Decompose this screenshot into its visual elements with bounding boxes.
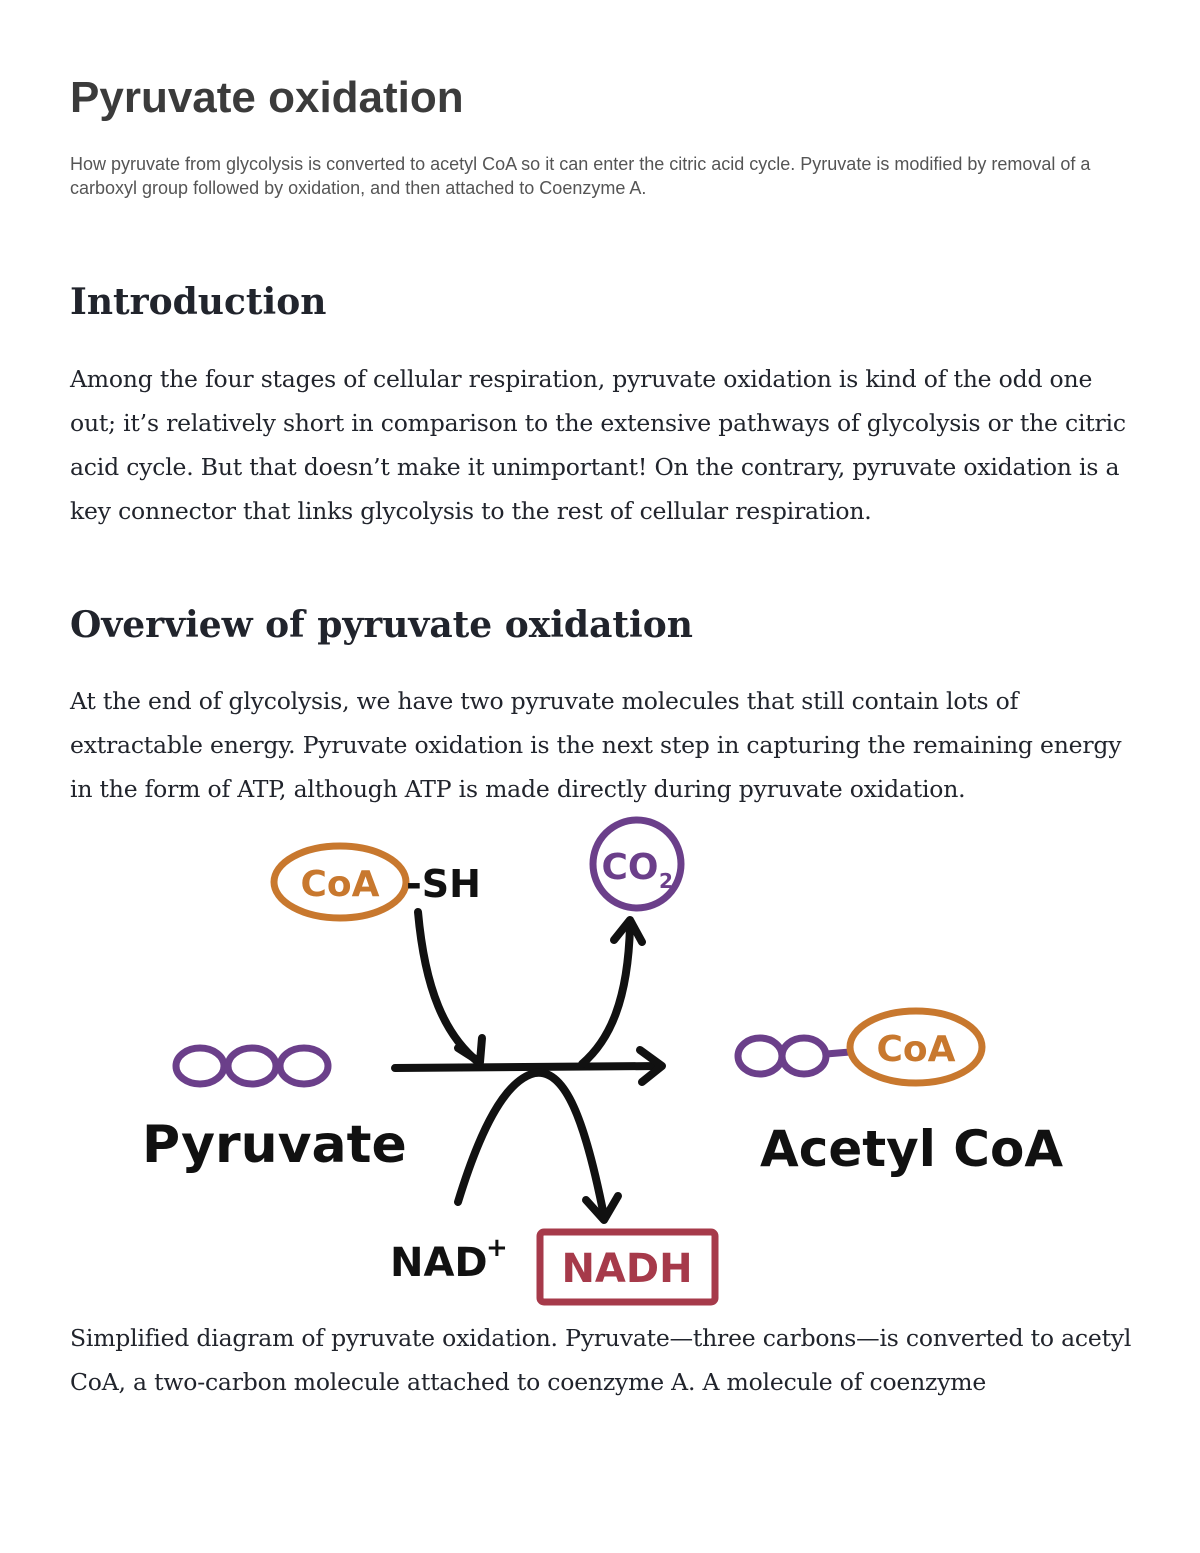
nadh-box — [540, 1232, 715, 1302]
diagram-caption: Simplified diagram of pyruvate oxidation. Pyruvate—three carbons—is converted to acetyl CoA, a two-carbon molecule attached to coenzyme A. A molecule of coenzyme — [70, 1324, 1132, 1396]
reaction-arrows — [395, 912, 662, 1220]
co2-subscript: 2 — [659, 869, 673, 893]
carbon-1 — [176, 1048, 224, 1084]
acetyl-coa-tag: CoA — [876, 1029, 956, 1070]
sh-label: -SH — [406, 862, 481, 906]
coa-label: CoA — [300, 864, 380, 905]
acetyl-carbon-1 — [738, 1038, 782, 1074]
nadh-label: NADH — [561, 1246, 693, 1292]
introduction-heading: Introduction — [70, 281, 327, 323]
pyruvate-label: Pyruvate — [142, 1115, 407, 1175]
main-arrow — [395, 1066, 660, 1068]
acetyl-coa-label: Acetyl CoA — [760, 1120, 1064, 1178]
co2-out-arrowhead — [614, 920, 642, 942]
co2-label: CO — [601, 847, 659, 888]
nad-arrow — [458, 1073, 604, 1216]
main-arrowhead — [640, 1050, 662, 1082]
page-title: Pyruvate oxidation — [70, 73, 464, 122]
carbon-2 — [228, 1048, 276, 1084]
overview-heading: Overview of pyruvate oxidation — [70, 604, 693, 646]
co2-out-arrow — [582, 926, 630, 1064]
acetyl-bond — [826, 1052, 850, 1054]
acetyl-coa-oval — [850, 1011, 982, 1083]
nad-arrowhead — [586, 1196, 618, 1220]
coa-in-arrow — [418, 912, 478, 1062]
carbon-3 — [280, 1048, 328, 1084]
co2-circle — [593, 820, 681, 908]
acetyl-carbon-2 — [782, 1038, 826, 1074]
page-subtitle: How pyruvate from glycolysis is converted to acetyl CoA so it can enter the citric acid cycle. Pyruvate is modified by removal of a carboxyl group followed by oxidation, and then attached to Coenzyme A. — [70, 154, 1091, 198]
introduction-paragraph: Among the four stages of cellular respiration, pyruvate oxidation is kind of the odd one out; it’s relatively short in comparison to the extensive pathways of glycolysis or the citric acid cycle. But that doesn’t make it unimportant! On the contrary, pyruvate oxidation is a key connector that links glycolysis to the rest of cellular respiration. — [70, 365, 1126, 525]
nad-label: NAD — [390, 1240, 488, 1286]
overview-paragraph: At the end of glycolysis, we have two pyruvate molecules that still contain lots of extractable energy. Pyruvate oxidation is the next step in capturing the remaining energy in the form of ATP, although ATP is made directly during pyruvate oxidation. — [70, 687, 1122, 803]
nad-superscript: + — [486, 1233, 508, 1263]
coa-oval — [274, 846, 406, 918]
pyruvate-carbons — [176, 1048, 328, 1084]
acetyl-carbons — [738, 1038, 850, 1074]
coa-in-arrowhead — [458, 1038, 482, 1062]
